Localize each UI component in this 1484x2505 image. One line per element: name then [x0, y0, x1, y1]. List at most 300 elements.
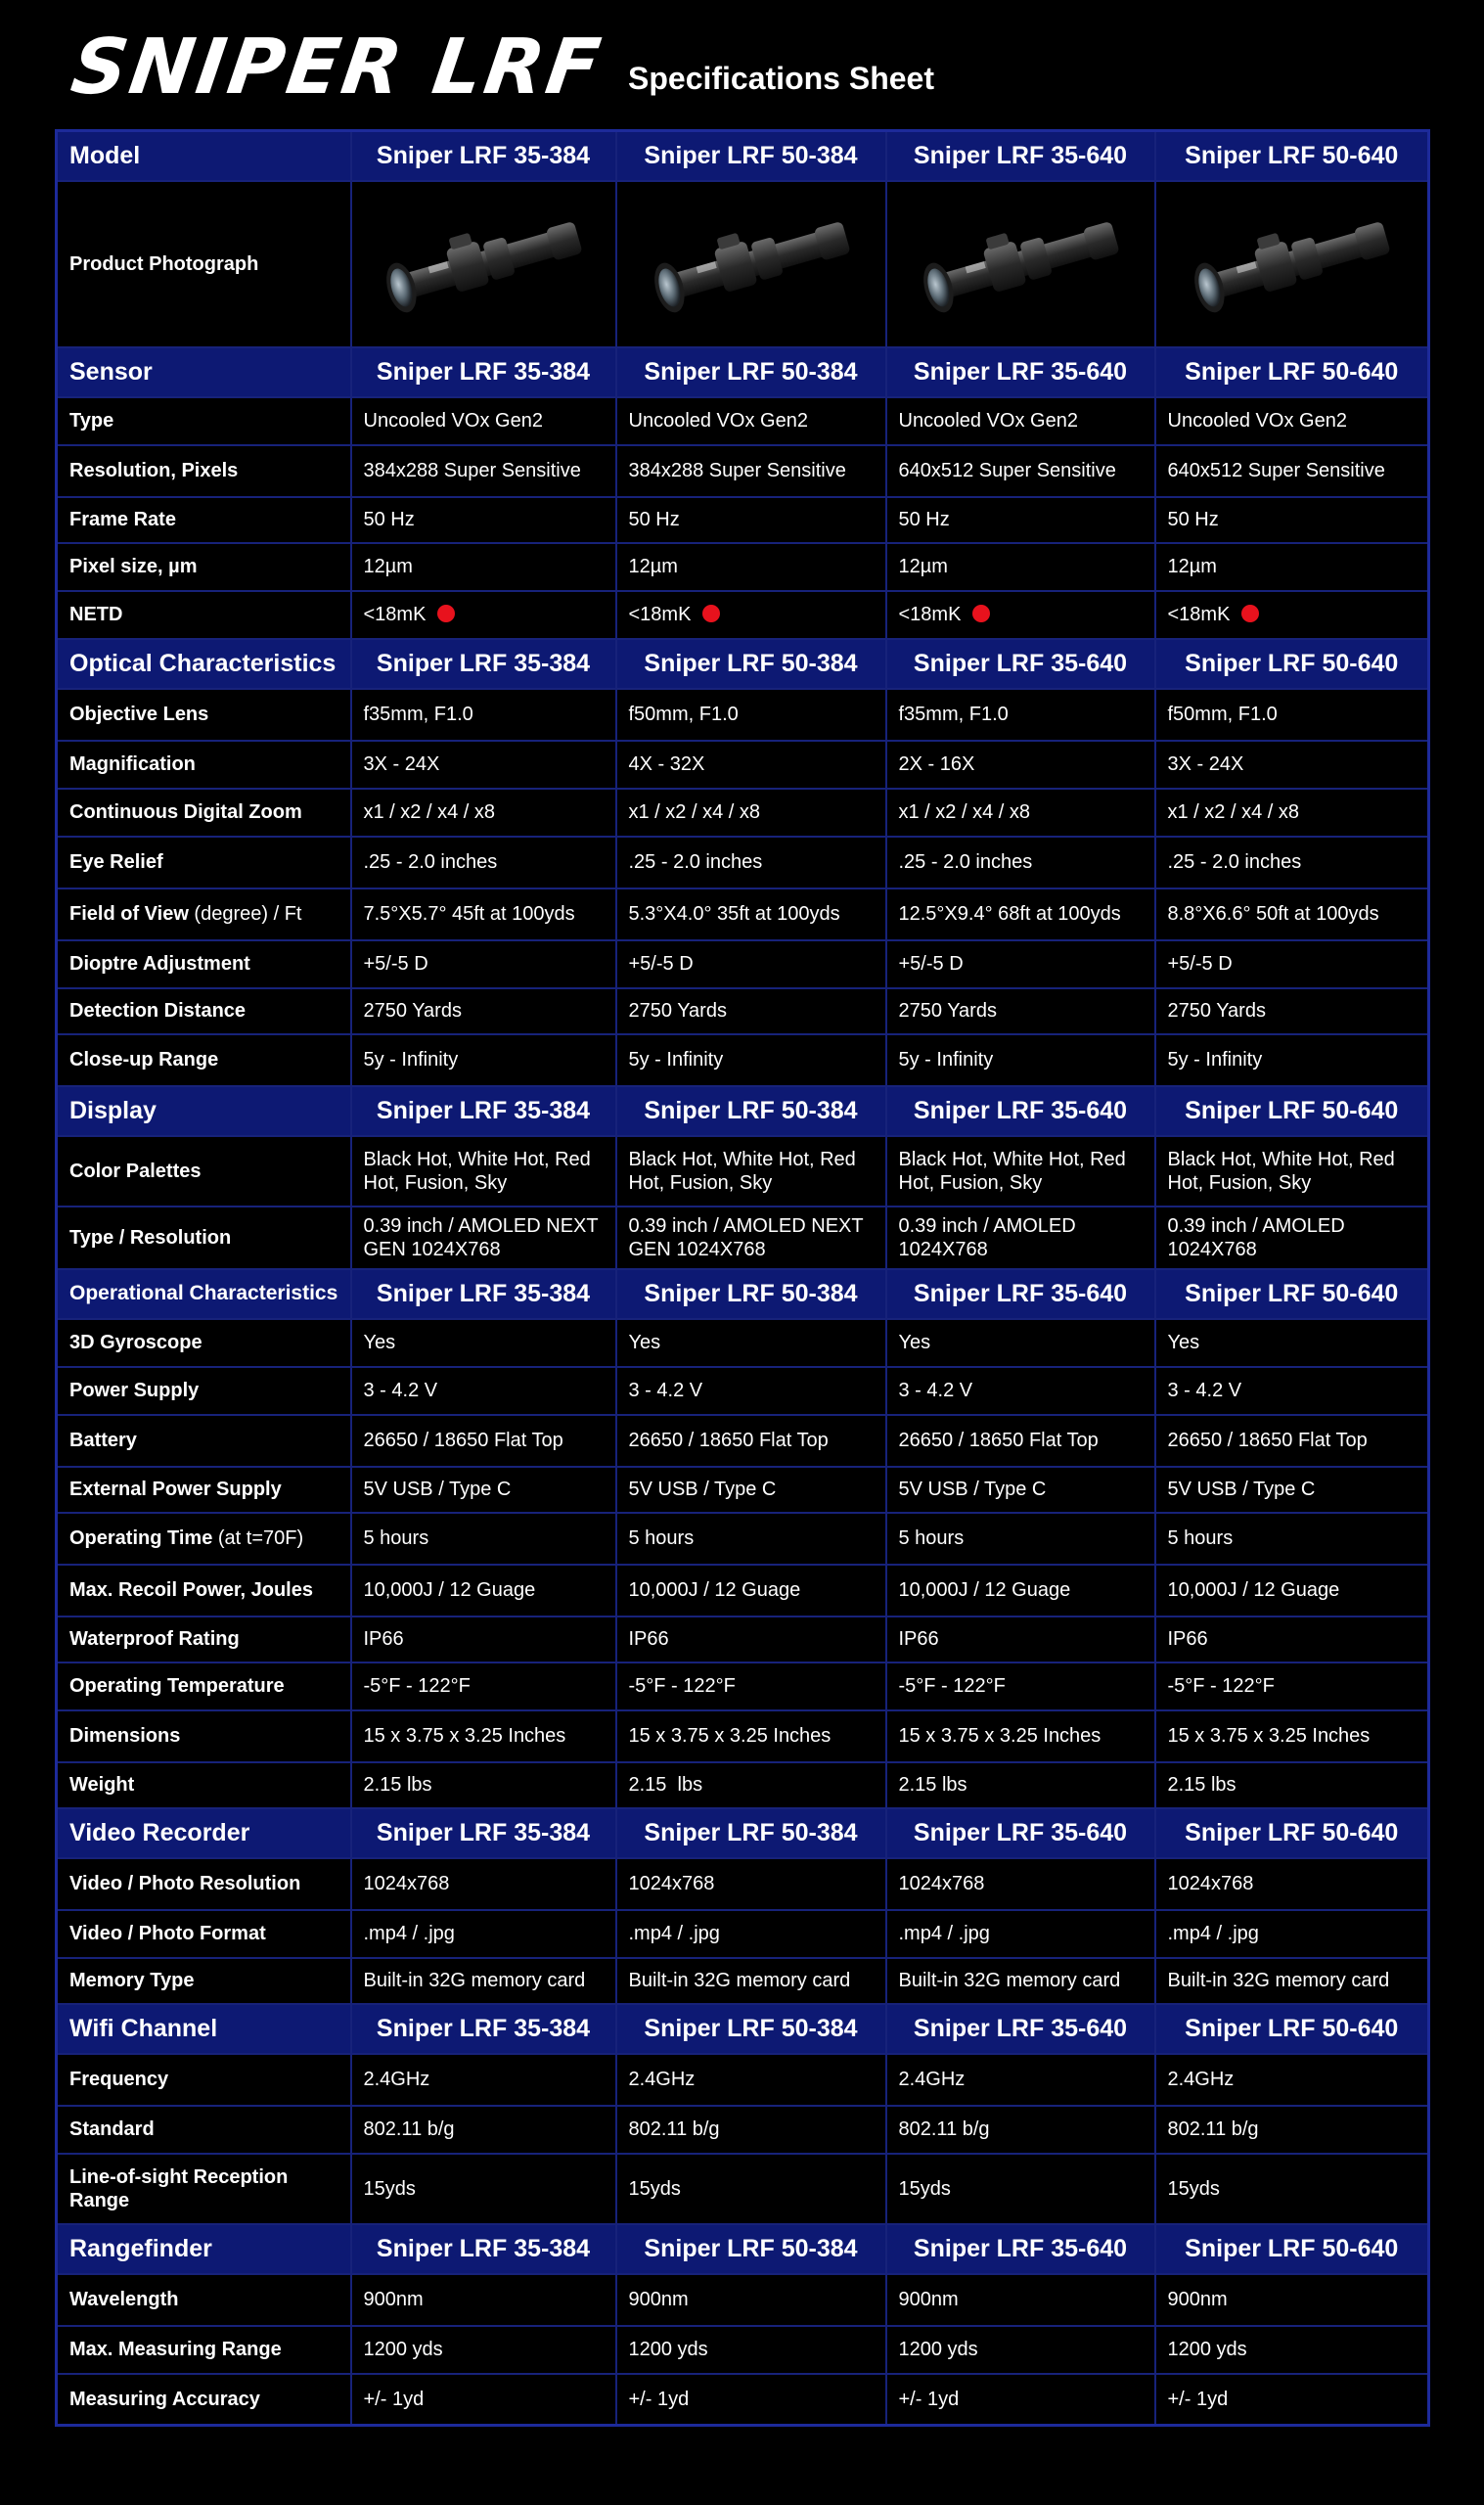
spec-row-detection — [57, 988, 1429, 1034]
model-heading: Sniper LRF 35-384 — [351, 347, 616, 397]
spec-value — [351, 397, 616, 445]
spec-value-text: Black Hot, White Hot, Red Hot, Fusion, Sky — [898, 1148, 1132, 1194]
spec-label: Pixel size, µm — [57, 543, 351, 591]
spec-value — [886, 2054, 1155, 2106]
spec-value-text: Yes — [1167, 1332, 1200, 1353]
spec-row-vp_res — [57, 1858, 1429, 1910]
spec-value-text: 8.8°X6.6° 50ft at 100yds — [1167, 903, 1379, 925]
spec-row-netd — [57, 591, 1429, 639]
spec-value — [1155, 689, 1429, 741]
spec-value — [351, 543, 616, 591]
spec-value-text: 1200 yds — [363, 2339, 443, 2360]
spec-value-text: 2750 Yards — [1167, 1000, 1266, 1022]
spec-value — [886, 1367, 1155, 1415]
spec-value-text: <18mK — [898, 604, 962, 625]
spec-label: Operating Temperature — [57, 1662, 351, 1710]
scope-photo-icon — [898, 210, 1143, 318]
spec-value — [351, 988, 616, 1034]
spec-value — [616, 1710, 886, 1762]
spec-value-text: -5°F - 122°F — [898, 1675, 1006, 1697]
spec-value-text: +5/-5 D — [1167, 953, 1233, 975]
spec-row-standard — [57, 2106, 1429, 2154]
model-heading: Sniper LRF 50-640 — [1155, 1086, 1429, 1136]
spec-label: Continuous Digital Zoom — [57, 789, 351, 837]
spec-value-text: 2.15 lbs — [898, 1774, 967, 1796]
spec-value-text: 2750 Yards — [628, 1000, 727, 1022]
spec-value — [616, 1136, 886, 1207]
spec-value — [1155, 543, 1429, 591]
spec-value-text: 1024x768 — [1167, 1873, 1254, 1894]
spec-value — [616, 1662, 886, 1710]
model-heading: Sniper LRF 50-640 — [1155, 347, 1429, 397]
spec-row-closeup — [57, 1034, 1429, 1086]
section-title: Wifi Channel — [57, 2004, 351, 2054]
spec-value-text: .25 - 2.0 inches — [898, 851, 1033, 873]
spec-label: Memory Type — [57, 1958, 351, 2004]
spec-value-text: IP66 — [363, 1628, 404, 1650]
spec-value — [886, 1762, 1155, 1808]
spec-value — [351, 741, 616, 789]
spec-value — [886, 837, 1155, 888]
scope-photo-icon — [1169, 210, 1414, 318]
spec-label: Eye Relief — [57, 837, 351, 888]
spec-value — [1155, 1513, 1429, 1565]
spec-value — [351, 2106, 616, 2154]
spec-label — [57, 1513, 351, 1565]
product-photo — [351, 181, 616, 347]
model-heading: Sniper LRF 50-384 — [616, 347, 886, 397]
spec-value — [351, 1513, 616, 1565]
model-heading: Sniper LRF 35-384 — [351, 2004, 616, 2054]
spec-label: Weight — [57, 1762, 351, 1808]
model-heading: Sniper LRF 35-640 — [886, 131, 1155, 181]
spec-row-eye_relief — [57, 837, 1429, 888]
spec-row-pixel_size — [57, 543, 1429, 591]
spec-value-text: 2750 Yards — [363, 1000, 462, 1022]
spec-value-text: 26650 / 18650 Flat Top — [363, 1430, 563, 1451]
spec-value-text: 640x512 Super Sensitive — [898, 460, 1116, 481]
spec-value — [351, 591, 616, 639]
spec-label: Video / Photo Format — [57, 1910, 351, 1958]
spec-value — [616, 789, 886, 837]
section-header-wifi — [57, 2004, 1429, 2054]
spec-value — [1155, 2374, 1429, 2426]
spec-label: Dimensions — [57, 1710, 351, 1762]
spec-value — [1155, 2054, 1429, 2106]
spec-value — [1155, 1367, 1429, 1415]
spec-value — [886, 2274, 1155, 2326]
spec-row-objective — [57, 689, 1429, 741]
spec-value-text: 2X - 16X — [898, 753, 975, 775]
spec-label: Standard — [57, 2106, 351, 2154]
spec-value-text: .mp4 / .jpg — [898, 1923, 990, 1944]
spec-value-text: +/- 1yd — [628, 2388, 690, 2410]
spec-row-zoom — [57, 789, 1429, 837]
spec-value — [886, 2106, 1155, 2154]
spec-value-text: .mp4 / .jpg — [628, 1923, 720, 1944]
spec-label: Objective Lens — [57, 689, 351, 741]
spec-value-text: 1024x768 — [628, 1873, 715, 1894]
spec-row-fov — [57, 888, 1429, 940]
header — [0, 0, 1484, 127]
spec-value — [1155, 2106, 1429, 2154]
spec-table — [55, 129, 1430, 2427]
spec-value — [1155, 497, 1429, 543]
section-title: Video Recorder — [57, 1808, 351, 1858]
model-heading: Sniper LRF 50-640 — [1155, 1269, 1429, 1319]
spec-value — [351, 1662, 616, 1710]
spec-value-text: <18mK — [1167, 604, 1231, 625]
model-heading: Sniper LRF 50-640 — [1155, 1808, 1429, 1858]
spec-value-text: 5 hours — [1167, 1527, 1234, 1549]
model-heading: Sniper LRF 50-640 — [1155, 2004, 1429, 2054]
model-heading: Sniper LRF 35-640 — [886, 1808, 1155, 1858]
spec-value — [351, 497, 616, 543]
spec-row-power — [57, 1367, 1429, 1415]
spec-value — [351, 1207, 616, 1269]
spec-value — [351, 2274, 616, 2326]
spec-value — [886, 2326, 1155, 2374]
spec-value-text: 1200 yds — [1167, 2339, 1247, 2360]
spec-value-text: 3 - 4.2 V — [1167, 1380, 1242, 1401]
model-heading: Sniper LRF 50-384 — [616, 1086, 886, 1136]
section-header-video — [57, 1808, 1429, 1858]
spec-value — [616, 888, 886, 940]
spec-value-text: 2.15 lbs — [1167, 1774, 1237, 1796]
section-title: Model — [57, 131, 351, 181]
red-dot-icon — [1241, 605, 1259, 622]
spec-label: Product Photograph — [57, 181, 351, 347]
spec-value-text: Uncooled VOx Gen2 — [628, 410, 808, 432]
model-heading: Sniper LRF 50-384 — [616, 1269, 886, 1319]
spec-value — [1155, 1710, 1429, 1762]
spec-value-text: 2.4GHz — [1167, 2069, 1235, 2090]
spec-label: Type / Resolution — [57, 1207, 351, 1269]
spec-value — [886, 397, 1155, 445]
spec-value — [886, 1910, 1155, 1958]
spec-value — [616, 2274, 886, 2326]
model-heading: Sniper LRF 50-640 — [1155, 639, 1429, 689]
spec-label: Close-up Range — [57, 1034, 351, 1086]
spec-value-text: 15 x 3.75 x 3.25 Inches — [898, 1725, 1102, 1747]
spec-value-text: 26650 / 18650 Flat Top — [1167, 1430, 1368, 1451]
spec-value — [616, 1513, 886, 1565]
spec-row-recoil — [57, 1565, 1429, 1617]
spec-value — [886, 2154, 1155, 2224]
spec-value — [886, 1136, 1155, 1207]
spec-row-frame_rate — [57, 497, 1429, 543]
spec-value-text: 5 hours — [898, 1527, 965, 1549]
spec-label — [57, 888, 351, 940]
spec-value-text: 5 hours — [628, 1527, 695, 1549]
spec-label: Battery — [57, 1415, 351, 1467]
spec-value — [616, 1415, 886, 1467]
spec-row-ext_power — [57, 1467, 1429, 1513]
spec-value-text: +/- 1yd — [363, 2388, 425, 2410]
spec-value — [616, 1034, 886, 1086]
spec-value — [351, 1319, 616, 1367]
brand-logo: SNIPER LRF — [66, 23, 608, 112]
spec-value — [1155, 1910, 1429, 1958]
spec-value-text: 26650 / 18650 Flat Top — [628, 1430, 829, 1451]
spec-value-text: 3X - 24X — [363, 753, 440, 775]
spec-value — [616, 2054, 886, 2106]
spec-value-text: x1 / x2 / x4 / x8 — [628, 801, 761, 823]
spec-value-text: Built-in 32G memory card — [898, 1970, 1121, 1991]
spec-label-unit: (at t=70F) — [212, 1527, 304, 1549]
spec-value — [616, 1617, 886, 1662]
spec-value — [886, 2374, 1155, 2426]
spec-value-text: 15 x 3.75 x 3.25 Inches — [1167, 1725, 1371, 1747]
spec-value-text: 50 Hz — [628, 509, 680, 530]
spec-value — [351, 1415, 616, 1467]
spec-row-waterproof — [57, 1617, 1429, 1662]
spec-label: Dioptre Adjustment — [57, 940, 351, 988]
section-header-display — [57, 1086, 1429, 1136]
spec-value — [351, 837, 616, 888]
spec-value — [616, 2106, 886, 2154]
spec-value-text: <18mK — [628, 604, 692, 625]
spec-value — [616, 741, 886, 789]
spec-row-max_range — [57, 2326, 1429, 2374]
model-heading: Sniper LRF 50-384 — [616, 131, 886, 181]
spec-value — [886, 1034, 1155, 1086]
spec-value — [616, 1958, 886, 2004]
spec-value — [886, 497, 1155, 543]
spec-value-text: Uncooled VOx Gen2 — [363, 410, 543, 432]
spec-value-text: 15 x 3.75 x 3.25 Inches — [363, 1725, 566, 1747]
spec-value-text: -5°F - 122°F — [628, 1675, 736, 1697]
spec-value-text: 2.4GHz — [363, 2069, 430, 2090]
spec-value-text: IP66 — [898, 1628, 939, 1650]
spec-value — [886, 543, 1155, 591]
spec-value — [351, 1136, 616, 1207]
spec-value — [616, 543, 886, 591]
section-header-operational — [57, 1269, 1429, 1319]
spec-value — [351, 1958, 616, 2004]
model-heading: Sniper LRF 50-384 — [616, 639, 886, 689]
spec-label: Wavelength — [57, 2274, 351, 2326]
section-title: Display — [57, 1086, 351, 1136]
spec-value-text: IP66 — [1167, 1628, 1208, 1650]
spec-value — [616, 940, 886, 988]
spec-row-resolution — [57, 445, 1429, 497]
spec-label: Power Supply — [57, 1367, 351, 1415]
spec-value-text: x1 / x2 / x4 / x8 — [898, 801, 1031, 823]
spec-value — [1155, 1958, 1429, 2004]
red-dot-icon — [702, 605, 720, 622]
spec-value — [886, 1415, 1155, 1467]
spec-row-battery — [57, 1415, 1429, 1467]
spec-value-text: 0.39 inch / AMOLED NEXT GEN 1024X768 — [628, 1214, 869, 1260]
spec-value-text: 12.5°X9.4° 68ft at 100yds — [898, 903, 1121, 925]
spec-value — [1155, 1617, 1429, 1662]
spec-value — [616, 1762, 886, 1808]
spec-row-memory — [57, 1958, 1429, 2004]
spec-value-text: 1024x768 — [898, 1873, 985, 1894]
spec-value — [616, 1910, 886, 1958]
spec-value — [1155, 1136, 1429, 1207]
spec-value-text: 15yds — [363, 2177, 416, 2200]
spec-value — [616, 1858, 886, 1910]
spec-row-frequency — [57, 2054, 1429, 2106]
spec-value-text: 50 Hz — [363, 509, 415, 530]
spec-value-text: -5°F - 122°F — [363, 1675, 471, 1697]
model-heading: Sniper LRF 35-384 — [351, 2224, 616, 2274]
spec-row-accuracy — [57, 2374, 1429, 2426]
spec-value — [886, 1858, 1155, 1910]
spec-label: NETD — [57, 591, 351, 639]
spec-value — [886, 445, 1155, 497]
spec-value-text: Built-in 32G memory card — [363, 1970, 586, 1991]
spec-value — [351, 1858, 616, 1910]
section-title: Operational Characteristics — [57, 1269, 351, 1319]
spec-value-text: 5 hours — [363, 1527, 429, 1549]
model-heading: Sniper LRF 35-640 — [886, 2224, 1155, 2274]
spec-value — [351, 1617, 616, 1662]
spec-value-text: Built-in 32G memory card — [1167, 1970, 1390, 1991]
spec-value-text: +/- 1yd — [898, 2388, 960, 2410]
spec-value — [1155, 940, 1429, 988]
spec-value — [616, 1565, 886, 1617]
model-heading: Sniper LRF 35-384 — [351, 639, 616, 689]
spec-value — [351, 1565, 616, 1617]
spec-value-text: Built-in 32G memory card — [628, 1970, 851, 1991]
spec-label: Waterproof Rating — [57, 1617, 351, 1662]
spec-value — [616, 1319, 886, 1367]
spec-value-text: 15 x 3.75 x 3.25 Inches — [628, 1725, 832, 1747]
spec-value — [886, 1617, 1155, 1662]
model-heading: Sniper LRF 35-640 — [886, 2004, 1155, 2054]
spec-value-text: x1 / x2 / x4 / x8 — [1167, 801, 1300, 823]
spec-value — [886, 591, 1155, 639]
spec-label: Frame Rate — [57, 497, 351, 543]
spec-value — [616, 1207, 886, 1269]
spec-value — [351, 2154, 616, 2224]
spec-value — [886, 1207, 1155, 1269]
spec-value — [616, 591, 886, 639]
spec-row-dioptre — [57, 940, 1429, 988]
product-photo-row — [57, 181, 1429, 347]
spec-label-unit: (degree) / Ft — [188, 903, 302, 925]
spec-value — [886, 988, 1155, 1034]
model-heading: Sniper LRF 35-384 — [351, 1086, 616, 1136]
spec-value-text: 12µm — [628, 556, 678, 577]
spec-value — [616, 988, 886, 1034]
spec-value — [616, 497, 886, 543]
spec-value-text: 10,000J / 12 Guage — [1167, 1579, 1340, 1601]
section-header-optical — [57, 639, 1429, 689]
section-header-model — [57, 131, 1429, 181]
spec-value-text: 5y - Infinity — [628, 1049, 724, 1070]
spec-value-text: .25 - 2.0 inches — [1167, 851, 1302, 873]
spec-value-text: 10,000J / 12 Guage — [898, 1579, 1071, 1601]
spec-value — [616, 1367, 886, 1415]
spec-label: Detection Distance — [57, 988, 351, 1034]
spec-value — [886, 1513, 1155, 1565]
spec-value-text: 640x512 Super Sensitive — [1167, 460, 1385, 481]
spec-value-text: 3 - 4.2 V — [628, 1380, 703, 1401]
spec-value — [351, 2054, 616, 2106]
spec-value-text: 2.4GHz — [628, 2069, 696, 2090]
spec-label: Type — [57, 397, 351, 445]
spec-value-text: -5°F - 122°F — [1167, 1675, 1275, 1697]
model-heading: Sniper LRF 35-384 — [351, 1808, 616, 1858]
model-heading: Sniper LRF 50-640 — [1155, 131, 1429, 181]
spec-value — [1155, 2274, 1429, 2326]
spec-value — [616, 2326, 886, 2374]
spec-value-text: 7.5°X5.7° 45ft at 100yds — [363, 903, 575, 925]
spec-value — [351, 1710, 616, 1762]
spec-value-text: <18mK — [363, 604, 427, 625]
spec-value — [886, 1565, 1155, 1617]
spec-value — [351, 1762, 616, 1808]
spec-value — [351, 445, 616, 497]
model-heading: Sniper LRF 35-640 — [886, 347, 1155, 397]
spec-value-text: 3 - 4.2 V — [363, 1380, 438, 1401]
spec-value — [351, 1367, 616, 1415]
spec-value-text: 384x288 Super Sensitive — [628, 460, 846, 481]
spec-value-text: Yes — [628, 1332, 661, 1353]
spec-value-text: 900nm — [363, 2289, 424, 2310]
spec-row-palettes — [57, 1136, 1429, 1207]
spec-value-text: 3X - 24X — [1167, 753, 1244, 775]
spec-value-text: 1024x768 — [363, 1873, 450, 1894]
spec-value-text: 900nm — [898, 2289, 959, 2310]
spec-value — [616, 2374, 886, 2426]
section-title: Rangefinder — [57, 2224, 351, 2274]
spec-value — [616, 445, 886, 497]
spec-value-text: f35mm, F1.0 — [363, 704, 473, 725]
spec-value-text: Uncooled VOx Gen2 — [1167, 410, 1347, 432]
spec-value-text: 802.11 b/g — [363, 2118, 455, 2140]
spec-value-text: Uncooled VOx Gen2 — [898, 410, 1078, 432]
spec-value-text: 26650 / 18650 Flat Top — [898, 1430, 1099, 1451]
spec-value-text: +5/-5 D — [898, 953, 964, 975]
spec-value-text: 5y - Infinity — [1167, 1049, 1263, 1070]
spec-row-vp_format — [57, 1910, 1429, 1958]
spec-value-text: Black Hot, White Hot, Red Hot, Fusion, Sky — [1167, 1148, 1401, 1194]
spec-value — [1155, 1858, 1429, 1910]
spec-value-text: IP66 — [628, 1628, 669, 1650]
model-heading: Sniper LRF 35-640 — [886, 1086, 1155, 1136]
product-photo — [886, 181, 1155, 347]
spec-value — [886, 1319, 1155, 1367]
spec-label: Max. Measuring Range — [57, 2326, 351, 2374]
red-dot-icon — [972, 605, 990, 622]
spec-value-text: 2.15 lbs — [363, 1774, 432, 1796]
spec-value — [1155, 1415, 1429, 1467]
spec-value-text: 5V USB / Type C — [363, 1479, 512, 1500]
spec-value-text: Yes — [898, 1332, 931, 1353]
spec-value — [1155, 741, 1429, 789]
model-heading: Sniper LRF 35-384 — [351, 131, 616, 181]
spec-label: Line-of-sight Reception Range — [57, 2154, 351, 2224]
spec-value-text: 10,000J / 12 Guage — [628, 1579, 801, 1601]
spec-value-text: 4X - 32X — [628, 753, 705, 775]
spec-value-text: 2750 Yards — [898, 1000, 997, 1022]
spec-value-text: 12µm — [898, 556, 948, 577]
spec-value-text: 3 - 4.2 V — [898, 1380, 973, 1401]
spec-value — [616, 689, 886, 741]
spec-value-text: .25 - 2.0 inches — [363, 851, 498, 873]
spec-value-text: 15yds — [628, 2177, 681, 2200]
spec-value — [886, 789, 1155, 837]
model-heading: Sniper LRF 35-640 — [886, 1269, 1155, 1319]
section-title: Sensor — [57, 347, 351, 397]
product-photo — [1155, 181, 1429, 347]
spec-value — [1155, 1467, 1429, 1513]
